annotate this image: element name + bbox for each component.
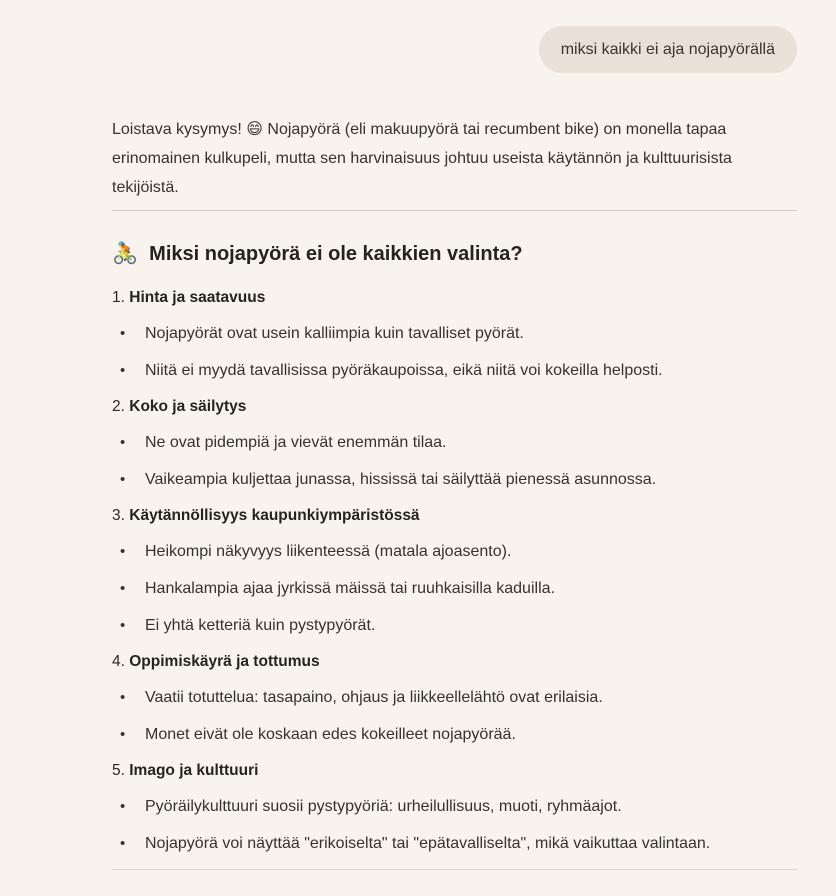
cyclist-emoji: 🚴 — [112, 242, 139, 265]
section-heading — [112, 241, 797, 267]
section-title — [112, 761, 797, 780]
list-item — [112, 469, 797, 490]
section-imago-ja-kulttuuri — [112, 761, 797, 854]
bullet-marker: • — [120, 543, 126, 560]
list-item-text: Hankalampia ajaa jyrkissä mäissä tai ruuhkaisilla kaduilla. — [145, 580, 555, 597]
list-item-text: Ne ovat pidempiä ja vievät enemmän tilaa. — [145, 434, 447, 451]
section-title-text: Hinta ja saatavuus — [129, 289, 266, 306]
list-item — [112, 323, 797, 344]
list-item — [112, 541, 797, 562]
bullet-marker: • — [120, 471, 126, 488]
bullet-marker: • — [120, 798, 126, 815]
section-title-text: Imago ja kulttuuri — [129, 762, 259, 779]
bullet-list — [112, 687, 797, 745]
intro-paragraph: Loistava kysymys! 😄 Nojapyörä (eli makuupyörä tai recumbent bike) on monella tapaa erinomainen kulkupeli, mutta sen harvinaisuus johtuu useista käytännön ja kulttuurisista tekijöistä. — [112, 121, 732, 196]
user-message-row — [112, 26, 797, 73]
bullet-list — [112, 323, 797, 381]
list-item — [112, 432, 797, 453]
section-title-text: Käytännöllisyys kaupunkiympäristössä — [129, 507, 420, 524]
bullet-marker: • — [120, 580, 126, 597]
list-item — [112, 796, 797, 817]
list-item — [112, 833, 797, 854]
section-number: 3. — [112, 507, 125, 524]
top-divider — [112, 210, 797, 211]
bullet-list — [112, 796, 797, 854]
bottom-divider — [112, 869, 797, 870]
section-number: 4. — [112, 653, 125, 670]
section-title — [112, 506, 797, 525]
section-heading-text: Miksi nojapyörä ei ole kaikkien valinta? — [149, 243, 523, 265]
list-item-text: Nojapyörä voi näyttää "erikoiselta" tai "epätavalliselta", mikä vaikuttaa valintaan. — [145, 835, 711, 852]
list-item-text: Vaatii totuttelua: tasapaino, ohjaus ja liikkeellelähtö ovat erilaisia. — [145, 689, 603, 706]
list-item — [112, 724, 797, 745]
bullet-marker: • — [120, 689, 126, 706]
section-number: 5. — [112, 762, 125, 779]
bullet-marker: • — [120, 362, 126, 379]
section-title — [112, 397, 797, 416]
user-message-bubble — [539, 26, 797, 73]
user-message-text: miksi kaikki ei aja nojapyörällä — [560, 41, 775, 58]
bullet-marker: • — [120, 434, 126, 451]
list-item-text: Pyöräilykulttuuri suosii pystypyöriä: urheilullisuus, muoti, ryhmäajot. — [145, 798, 622, 815]
section-number: 2. — [112, 398, 125, 415]
section-oppimiskayra — [112, 652, 797, 745]
bullet-marker: • — [120, 617, 126, 634]
section-title — [112, 288, 797, 307]
list-item-text: Niitä ei myydä tavallisissa pyöräkaupoissa, eikä niitä voi kokeilla helposti. — [145, 362, 663, 379]
list-item-text: Ei yhtä ketteriä kuin pystypyörät. — [145, 617, 376, 634]
list-item-text: Heikompi näkyvyys liikenteessä (matala ajoasento). — [145, 543, 512, 560]
section-hinta-ja-saatavuus — [112, 288, 797, 381]
bullet-list — [112, 432, 797, 490]
section-title-text: Koko ja säilytys — [129, 398, 247, 415]
bullet-marker: • — [120, 325, 126, 342]
list-item — [112, 615, 797, 636]
list-item-text: Monet eivät ole koskaan edes kokeilleet nojapyörää. — [145, 726, 516, 743]
section-title-text: Oppimiskäyrä ja tottumus — [129, 653, 320, 670]
list-item-text: Nojapyörät ovat usein kalliimpia kuin tavalliset pyörät. — [145, 325, 524, 342]
list-item — [112, 578, 797, 599]
section-kaytannollisyys — [112, 506, 797, 636]
list-item-text: Vaikeampia kuljettaa junassa, hississä tai säilyttää pienessä asunnossa. — [145, 471, 657, 488]
section-title — [112, 652, 797, 671]
list-item — [112, 360, 797, 381]
assistant-message — [112, 115, 797, 870]
bullet-marker: • — [120, 835, 126, 852]
section-number: 1. — [112, 289, 125, 306]
bullet-marker: • — [120, 726, 126, 743]
bullet-list — [112, 541, 797, 636]
section-koko-ja-sailytys — [112, 397, 797, 490]
list-item — [112, 687, 797, 708]
